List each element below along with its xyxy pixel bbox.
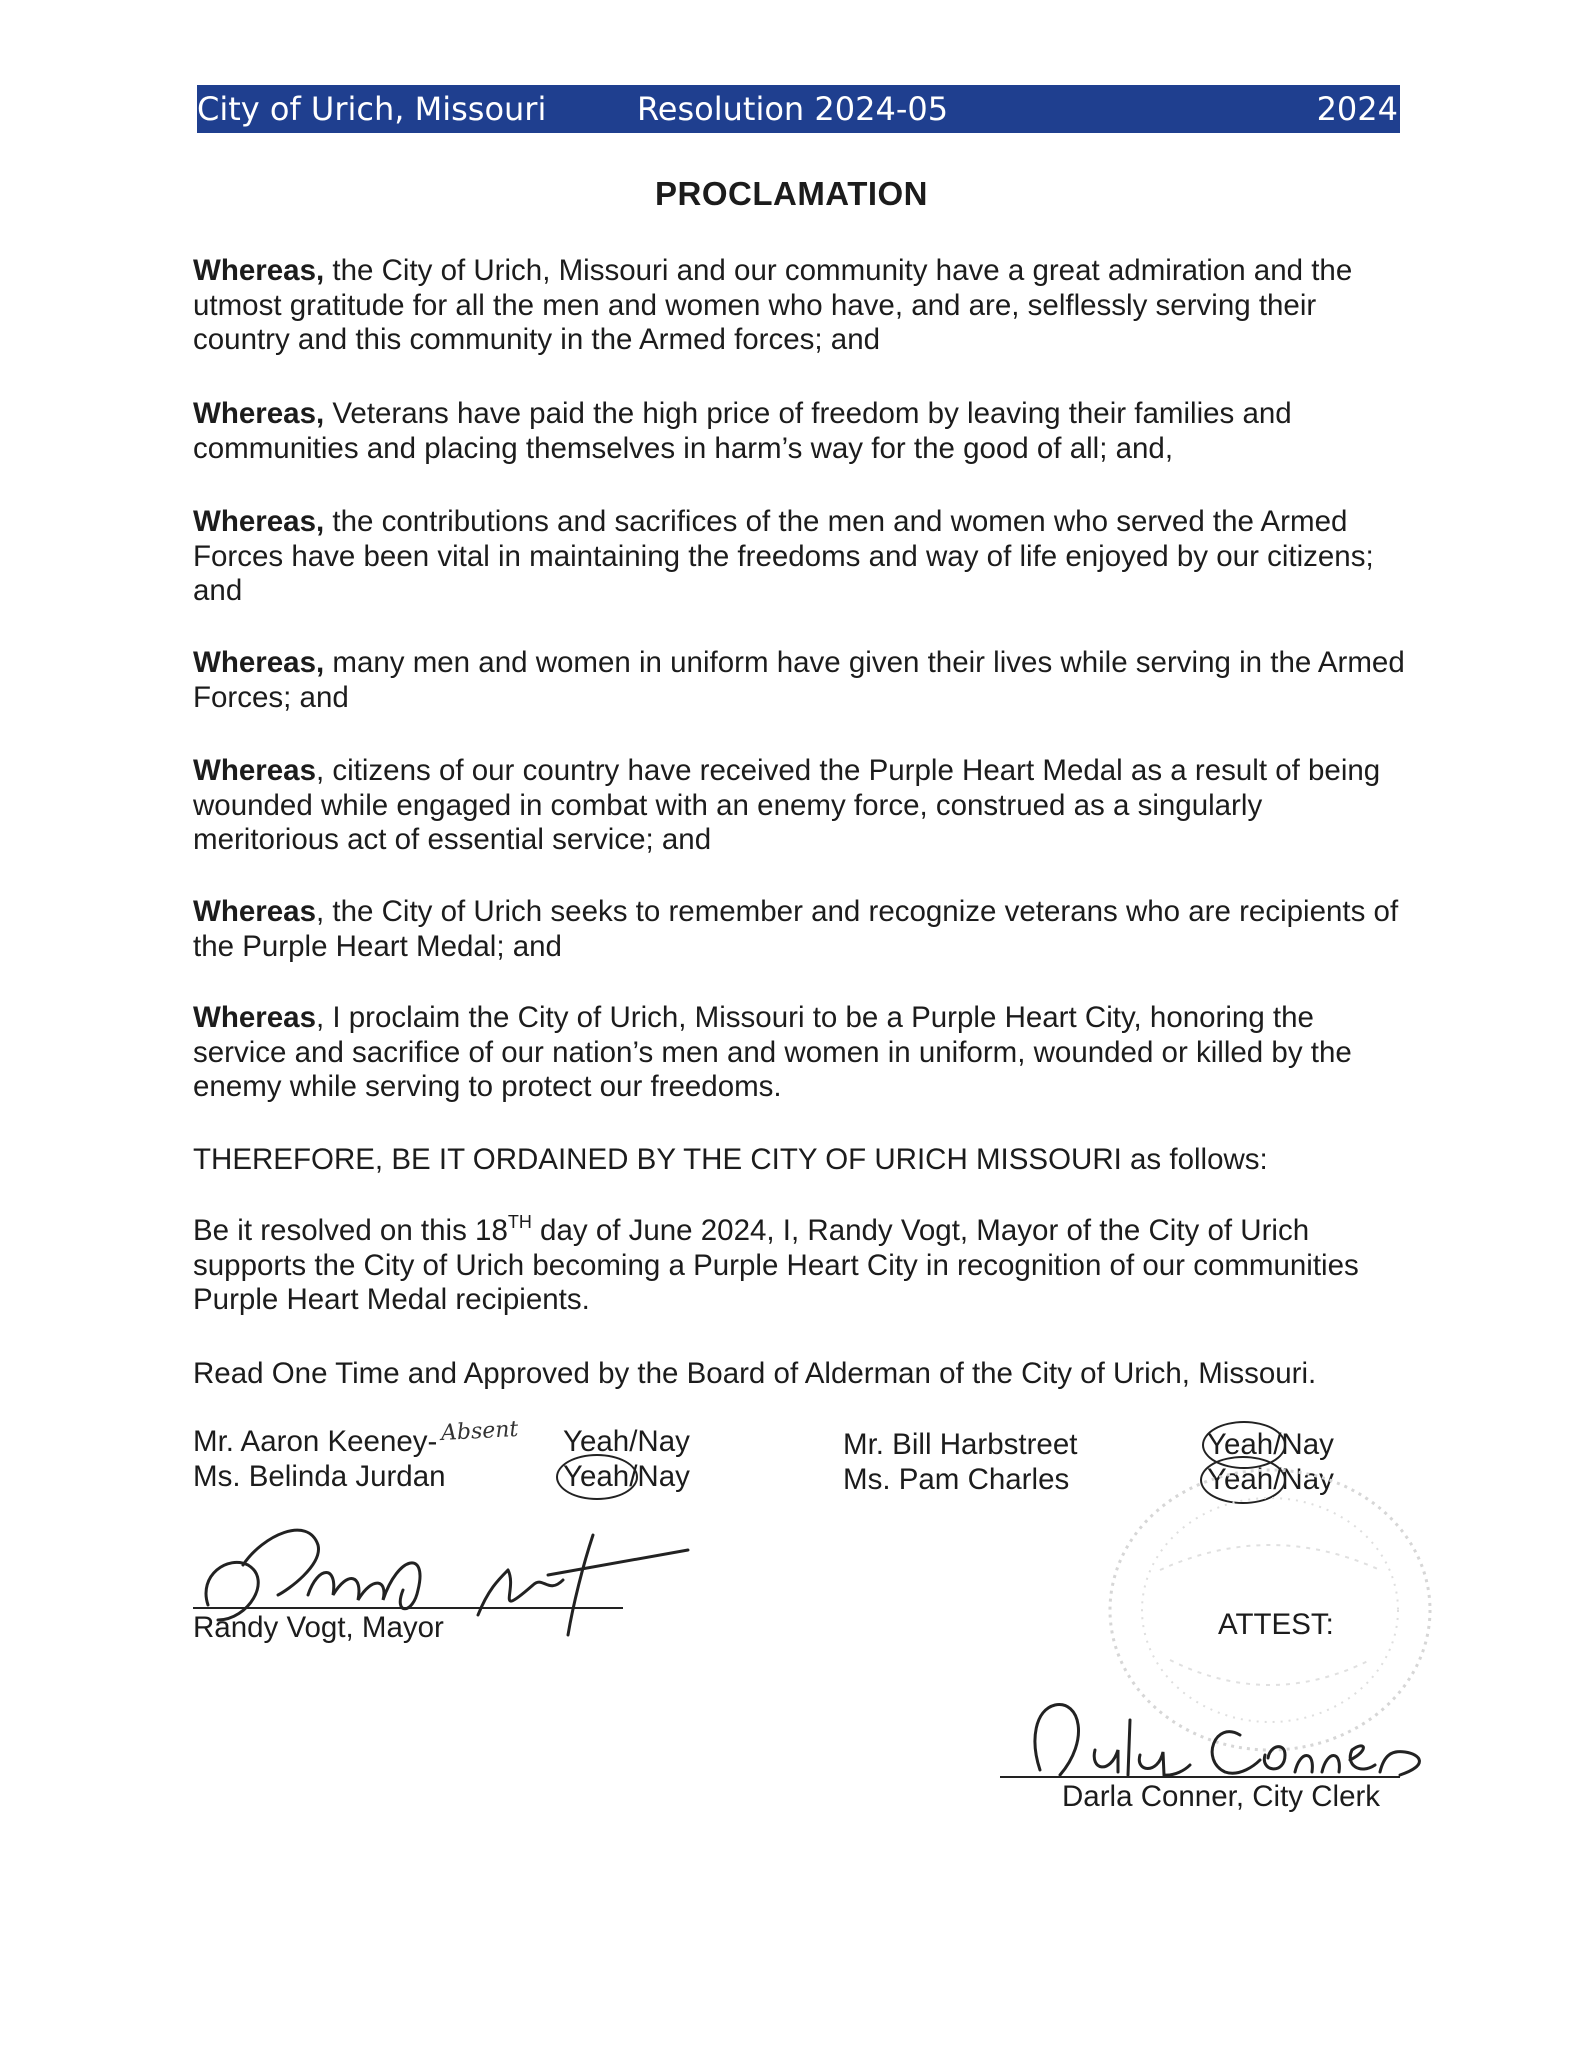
whereas-lead: Whereas (193, 754, 316, 787)
document-title: PROCLAMATION (654, 175, 929, 212)
voter-name: Mr. Aaron Keeney- (193, 1425, 438, 1458)
whereas-paragraph-6 (193, 895, 1413, 964)
resolved-text-start: Be it resolved on this 18 (193, 1214, 508, 1247)
therefore-clause: THEREFORE, BE IT ORDAINED BY THE CITY OF URICH MISSOURI as follows: (193, 1143, 1268, 1176)
header-bar (197, 85, 1400, 133)
whereas-lead: Whereas, (193, 646, 325, 679)
voter-name: Mr. Bill Harbstreet (843, 1428, 1078, 1461)
whereas-paragraph-1 (193, 254, 1413, 358)
yeah-circle-mark (556, 1454, 638, 1500)
mayor-caption: Randy Vogt, Mayor (193, 1611, 444, 1644)
clerk-signature-line (1000, 1776, 1400, 1778)
whereas-paragraph-7 (193, 1001, 1413, 1105)
whereas-text: , the City of Urich seeks to remember and recognize veterans who are recipients of the Purple Heart Medal; and (193, 895, 1399, 963)
whereas-text: , citizens of our country have received the Purple Heart Medal as a result of being wounded while engaged in combat with an enemy force, construed as a singularly meritorious act of essential service; and (193, 754, 1381, 856)
whereas-text: the contributions and sacrifices of the men and women who served the Armed Forces have been vital in maintaining the freedoms and way of life enjoyed by our citizens; and (193, 505, 1374, 607)
resolved-text-end: day of June 2024, I, Randy Vogt, Mayor of the City of Urich supports the City of Urich becoming a Purple Heart City in recognition of our communities Purple Heart Medal recipients. (193, 1214, 1359, 1316)
whereas-text: Veterans have paid the high price of freedom by leaving their families and communities and placing themselves in harm’s way for the good of all; and, (193, 397, 1292, 465)
header-resolution: Resolution 2024-05 (637, 90, 949, 128)
voter-name: Ms. Pam Charles (843, 1463, 1070, 1496)
whereas-paragraph-3 (193, 505, 1413, 609)
whereas-lead: Whereas (193, 1001, 316, 1034)
whereas-paragraph-5 (193, 754, 1413, 858)
header-city: City of Urich, Missouri (197, 90, 547, 128)
attest-label: ATTEST: (1218, 1608, 1334, 1641)
clerk-signature (1000, 1680, 1440, 1790)
whereas-paragraph-4 (193, 646, 1413, 715)
vote-option: Yeah/Nay (563, 1460, 690, 1493)
vote-option: Yeah/Nay (563, 1425, 690, 1458)
whereas-lead: Whereas (193, 895, 316, 928)
whereas-lead: Whereas, (193, 397, 325, 430)
voter-name: Ms. Belinda Jurdan (193, 1460, 446, 1493)
whereas-text: , I proclaim the City of Urich, Missouri to be a Purple Heart City, honoring the service and sacrifice of our nation’s men and women in uniform, wounded or killed by the enemy while serving to protect our freedoms. (193, 1001, 1352, 1103)
mayor-signature-line (193, 1607, 623, 1609)
absent-note: Absent (440, 1416, 519, 1447)
resolved-clause (193, 1214, 1413, 1318)
approval-statement: Read One Time and Approved by the Board of Alderman of the City of Urich, Missouri. (193, 1357, 1317, 1390)
whereas-paragraph-2 (193, 397, 1413, 466)
whereas-text: many men and women in uniform have given their lives while serving in the Armed Forces; and (193, 646, 1405, 714)
header-year: 2024 (1316, 90, 1398, 128)
whereas-lead: Whereas, (193, 505, 325, 538)
clerk-caption: Darla Conner, City Clerk (1062, 1780, 1381, 1813)
vote-option: Yeah/Nay (1207, 1463, 1334, 1496)
vote-option: Yeah/Nay (1207, 1428, 1334, 1461)
whereas-text: the City of Urich, Missouri and our community have a great admiration and the utmost gratitude for all the men and women who have, and are, selflessly serving their country and this community in the Armed forces; and (193, 254, 1353, 356)
ordinal-suffix: TH (507, 1212, 532, 1232)
whereas-lead: Whereas, (193, 254, 325, 287)
